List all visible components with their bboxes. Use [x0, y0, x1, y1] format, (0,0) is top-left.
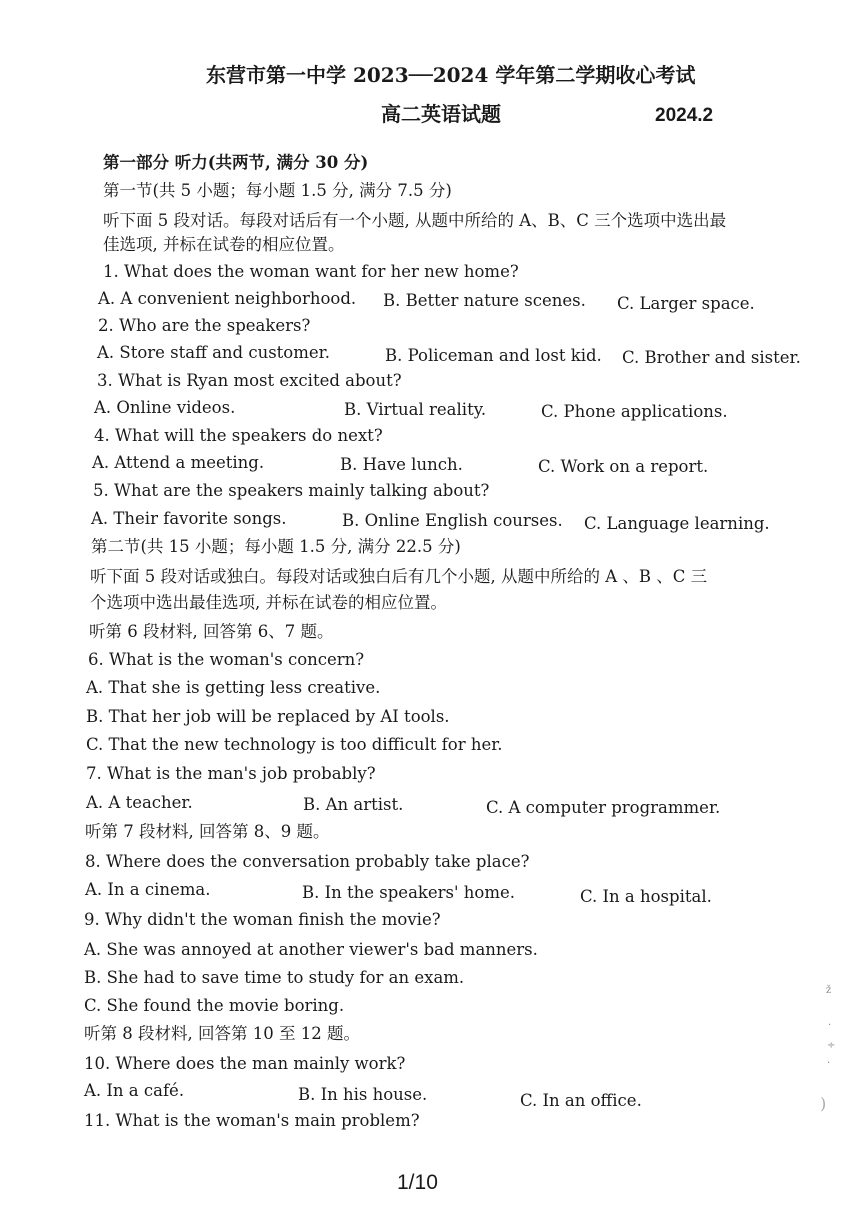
section1-instruction-line2: 佳选项, 并标在试卷的相应位置。: [103, 235, 345, 254]
question-10: 10. Where does the man mainly work?: [84, 1054, 406, 1073]
scan-speck: ·: [828, 1020, 832, 1031]
q1-option-c: C. Larger space.: [617, 294, 755, 313]
question-1: 1. What does the woman want for her new home?: [103, 262, 519, 281]
q10-option-b: B. In his house.: [298, 1085, 428, 1104]
q3-option-a: A. Online videos.: [94, 398, 236, 417]
q8-option-c: C. In a hospital.: [580, 887, 712, 906]
q6-option-b: B. That her job will be replaced by AI tools.: [86, 707, 450, 726]
scan-speck: ): [820, 1094, 827, 1113]
scan-speck: ÷: [827, 1040, 836, 1051]
q8-option-b: B. In the speakers' home.: [302, 883, 516, 902]
q1-option-a: A. A convenient neighborhood.: [98, 289, 357, 308]
q10-option-c: C. In an office.: [520, 1091, 642, 1110]
q6-option-a: A. That she is getting less creative.: [86, 678, 381, 697]
exam-date: 2024.2: [655, 105, 714, 126]
q9-option-a: A. She was annoyed at another viewer's bad manners.: [84, 940, 538, 959]
q4-option-a: A. Attend a meeting.: [92, 453, 265, 472]
part1-heading: 第一部分 听力(共两节, 满分 30 分): [103, 153, 369, 172]
q1-option-b: B. Better nature scenes.: [383, 291, 586, 310]
q7-option-b: B. An artist.: [303, 795, 404, 814]
scan-speck: ž: [826, 985, 832, 996]
question-5: 5. What are the speakers mainly talking about?: [93, 481, 490, 500]
exam-title: 东营市第一中学 2023──2024 学年第二学期收心考试: [206, 63, 696, 87]
question-11: 11. What is the woman's main problem?: [84, 1111, 420, 1130]
section2-instruction-line1: 听下面 5 段对话或独白。每段对话或独白后有几个小题, 从题中所给的 A 、B 、C 三: [90, 567, 708, 586]
q10-option-a: A. In a café.: [84, 1081, 185, 1100]
q9-option-c: C. She found the movie boring.: [84, 996, 345, 1015]
section1-instruction-line1: 听下面 5 段对话。每段对话后有一个小题, 从题中所给的 A、B、C 三个选项中选出最: [103, 211, 727, 230]
material-7-header: 听第 7 段材料, 回答第 8、9 题。: [85, 822, 330, 841]
question-2: 2. Who are the speakers?: [98, 316, 311, 335]
question-9: 9. Why didn't the woman finish the movie?: [84, 910, 441, 929]
scan-speck: ·: [827, 1058, 831, 1069]
q6-option-c: C. That the new technology is too difficult for her.: [86, 735, 503, 754]
material-8-header: 听第 8 段材料, 回答第 10 至 12 题。: [84, 1024, 360, 1043]
q2-option-a: A. Store staff and customer.: [97, 343, 330, 362]
q2-option-c: C. Brother and sister.: [622, 348, 801, 367]
q2-option-b: B. Policeman and lost kid.: [385, 346, 602, 365]
q9-option-b: B. She had to save time to study for an exam.: [84, 968, 465, 987]
q4-option-c: C. Work on a report.: [538, 457, 709, 476]
exam-subtitle: 高二英语试题: [381, 102, 501, 126]
q5-option-a: A. Their favorite songs.: [91, 509, 287, 528]
question-4: 4. What will the speakers do next?: [94, 426, 383, 445]
q5-option-c: C. Language learning.: [584, 514, 770, 533]
question-6: 6. What is the woman's concern?: [88, 650, 365, 669]
material-6-header: 听第 6 段材料, 回答第 6、7 题。: [89, 622, 334, 641]
q8-option-a: A. In a cinema.: [85, 880, 211, 899]
q3-option-c: C. Phone applications.: [541, 402, 728, 421]
q3-option-b: B. Virtual reality.: [344, 400, 487, 419]
question-3: 3. What is Ryan most excited about?: [97, 371, 402, 390]
section2-heading: 第二节(共 15 小题；每小题 1.5 分, 满分 22.5 分): [91, 537, 461, 556]
section2-instruction-line2: 个选项中选出最佳选项, 并标在试卷的相应位置。: [90, 593, 447, 612]
q7-option-a: A. A teacher.: [86, 793, 193, 812]
page-number: 1/10: [397, 1171, 438, 1194]
q5-option-b: B. Online English courses.: [342, 511, 563, 530]
q7-option-c: C. A computer programmer.: [486, 798, 721, 817]
q4-option-b: B. Have lunch.: [340, 455, 463, 474]
question-8: 8. Where does the conversation probably take place?: [85, 852, 530, 871]
section1-heading: 第一节(共 5 小题；每小题 1.5 分, 满分 7.5 分): [103, 181, 452, 200]
question-7: 7. What is the man's job probably?: [86, 764, 376, 783]
